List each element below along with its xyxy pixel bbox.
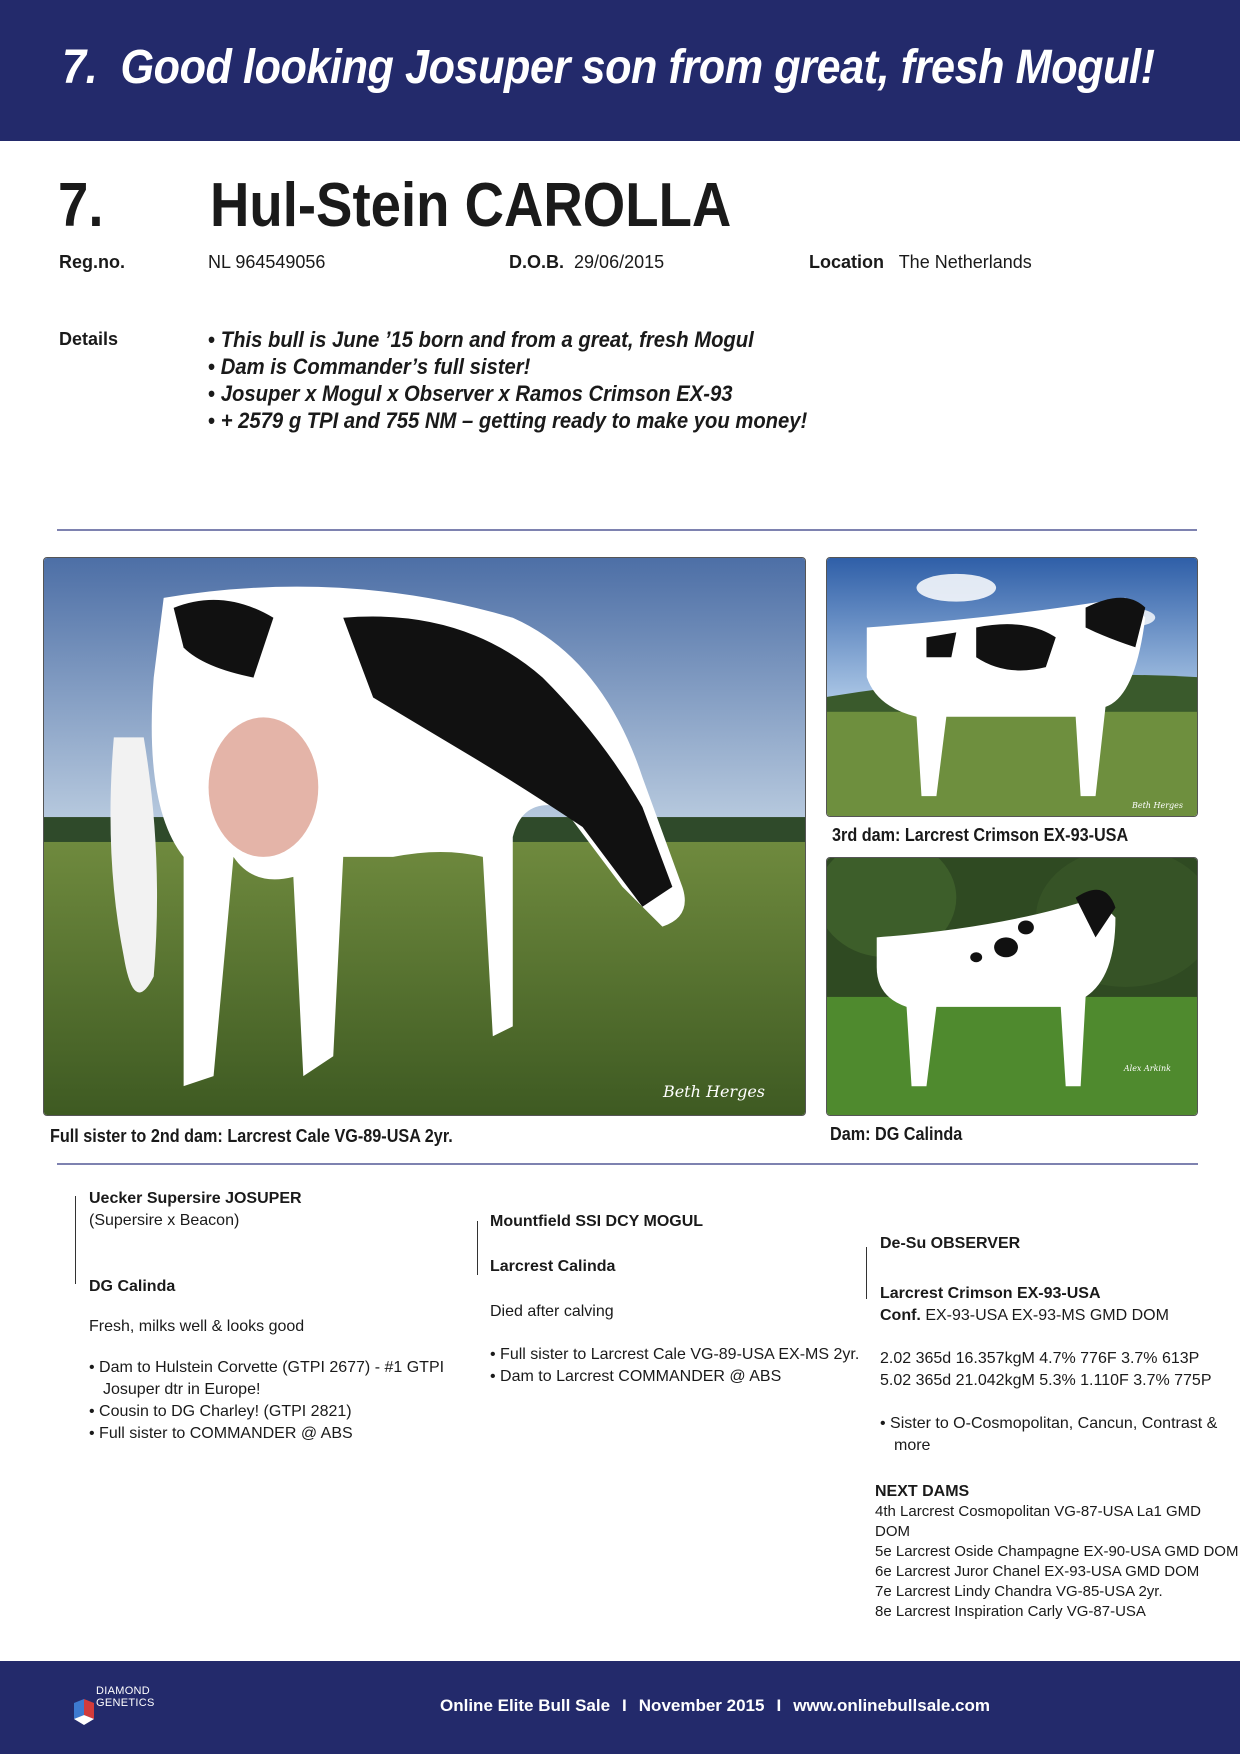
bull-name: Hul-Stein CAROLLA — [210, 171, 732, 240]
location — [809, 252, 1032, 273]
pedigree-bracket — [75, 1196, 76, 1284]
top-banner — [0, 0, 1240, 141]
bottom-banner — [0, 1661, 1240, 1754]
logo-text — [96, 1685, 155, 1709]
next-dam-item: 5e Larcrest Oside Champagne EX-90-USA GMD DOM — [875, 1543, 1239, 1560]
granddam-bullets — [490, 1344, 870, 1388]
pedigree-bracket — [866, 1247, 867, 1299]
details-label: Details — [59, 329, 119, 349]
mggs-name: De-Su OBSERVER — [880, 1235, 1021, 1252]
dam-caption: Dam: DG Calinda — [830, 1124, 963, 1144]
footer-url-link[interactable]: www.onlinebullsale.com — [793, 1696, 990, 1715]
headline — [62, 40, 1155, 95]
reg-value: NL 964549056 — [208, 252, 326, 272]
dam-photo — [826, 857, 1198, 1116]
next-dam-item: 8e Larcrest Inspiration Carly VG-87-USA — [875, 1603, 1146, 1620]
pedigree-mgs-block — [490, 1211, 870, 1388]
third-dam-photo — [826, 557, 1198, 817]
lactation-record: 2.02 365d 16.357kgM 4.7% 776F 3.7% 613P — [880, 1350, 1200, 1367]
sire-parentage: (Supersire x Beacon) — [89, 1212, 240, 1229]
footer-date: November 2015 — [638, 1696, 765, 1715]
greatgranddam-conf — [880, 1305, 1230, 1327]
dob-label: D.O.B. — [509, 252, 565, 272]
divider-bottom — [57, 1163, 1198, 1165]
reg-label: Reg.no. — [59, 252, 125, 272]
conf-value: EX-93-USA EX-93-MS GMD DOM — [925, 1307, 1169, 1324]
footer-text — [440, 1696, 990, 1716]
mgs-name: Mountfield SSI DCY MOGUL — [490, 1213, 704, 1230]
details-item: • This bull is June ’15 born and from a great, fresh Mogul — [208, 326, 807, 353]
location-label: Location — [809, 252, 884, 272]
footer-sale: Online Elite Bull Sale — [440, 1696, 611, 1715]
greatgranddam-bullets — [880, 1413, 1230, 1457]
details-item: • Josuper x Mogul x Observer x Ramos Crimson EX-93 — [208, 380, 807, 407]
pedigree-sire-block — [89, 1188, 459, 1445]
footer-separator: I — [776, 1696, 782, 1715]
logo-line1: DIAMOND — [96, 1685, 151, 1697]
details-item: • + 2579 g TPI and 755 NM – getting ready to make you money! — [208, 407, 807, 434]
next-dams — [875, 1482, 1240, 1622]
main-photo-credit: Beth Herges — [662, 1082, 765, 1101]
dam-note: Fresh, milks well & looks good — [89, 1318, 305, 1335]
dam-bullet: • Dam to Hulstein Corvette (GTPI 2677) - #1 GTPI Josuper dtr in Europe! — [89, 1357, 459, 1401]
headline-text: Good looking Josuper son from great, fresh Mogul! — [120, 41, 1155, 94]
main-cow-photo — [43, 557, 806, 1116]
dob — [509, 252, 664, 273]
granddam-note: Died after calving — [490, 1303, 614, 1320]
conf-label: Conf. — [880, 1307, 921, 1324]
granddam-bullet: • Dam to Larcrest COMMANDER @ ABS — [490, 1366, 870, 1388]
headline-lot-number: 7. — [62, 41, 98, 94]
pedigree-bracket — [477, 1221, 478, 1275]
location-value: The Netherlands — [898, 252, 1032, 272]
dam-photo-credit: Alex Arkink — [1123, 1064, 1171, 1073]
dam-name: DG Calinda — [89, 1278, 176, 1295]
details-item: • Dam is Commander’s full sister! — [208, 353, 807, 380]
third-dam-photo-credit: Beth Herges — [1131, 801, 1183, 810]
lot-number: 7. — [58, 171, 104, 240]
dam-bullets — [89, 1357, 459, 1445]
details-list — [208, 326, 807, 434]
next-dam-item: 6e Larcrest Juror Chanel EX-93-USA GMD DOM — [875, 1563, 1200, 1580]
dob-value: 29/06/2015 — [574, 252, 665, 272]
greatgranddam-name: Larcrest Crimson EX-93-USA — [880, 1285, 1101, 1302]
greatgranddam-bullet: • Sister to O-Cosmopolitan, Cancun, Contrast & more — [880, 1413, 1230, 1457]
next-dam-item: 4th Larcrest Cosmopolitan VG-87-USA La1 GMD DOM — [875, 1503, 1201, 1540]
next-dam-item: 7e Larcrest Lindy Chandra VG-85-USA 2yr. — [875, 1583, 1163, 1600]
third-dam-caption: 3rd dam: Larcrest Crimson EX-93-USA — [832, 825, 1129, 845]
diamond-logo-icon — [74, 1695, 94, 1725]
logo-line2: GENETICS — [96, 1697, 155, 1709]
dam-bullet: • Cousin to DG Charley! (GTPI 2821) — [89, 1401, 459, 1423]
granddam-name: Larcrest Calinda — [490, 1258, 616, 1275]
next-dams-list — [875, 1502, 1240, 1622]
next-dams-title: NEXT DAMS — [875, 1483, 970, 1500]
dam-bullet: • Full sister to COMMANDER @ ABS — [89, 1423, 459, 1445]
granddam-bullet: • Full sister to Larcrest Cale VG-89-USA EX-MS 2yr. — [490, 1344, 870, 1366]
lactation-record: 5.02 365d 21.042kgM 5.3% 1.110F 3.7% 775P — [880, 1372, 1212, 1389]
main-photo-caption: Full sister to 2nd dam: Larcrest Cale VG-89-USA 2yr. — [50, 1126, 453, 1146]
pedigree-mggs-block — [880, 1233, 1230, 1457]
divider-top — [57, 529, 1197, 531]
sire-name: Uecker Supersire JOSUPER — [89, 1190, 302, 1207]
footer-separator: I — [622, 1696, 627, 1715]
diamond-genetics-logo — [74, 1685, 174, 1729]
